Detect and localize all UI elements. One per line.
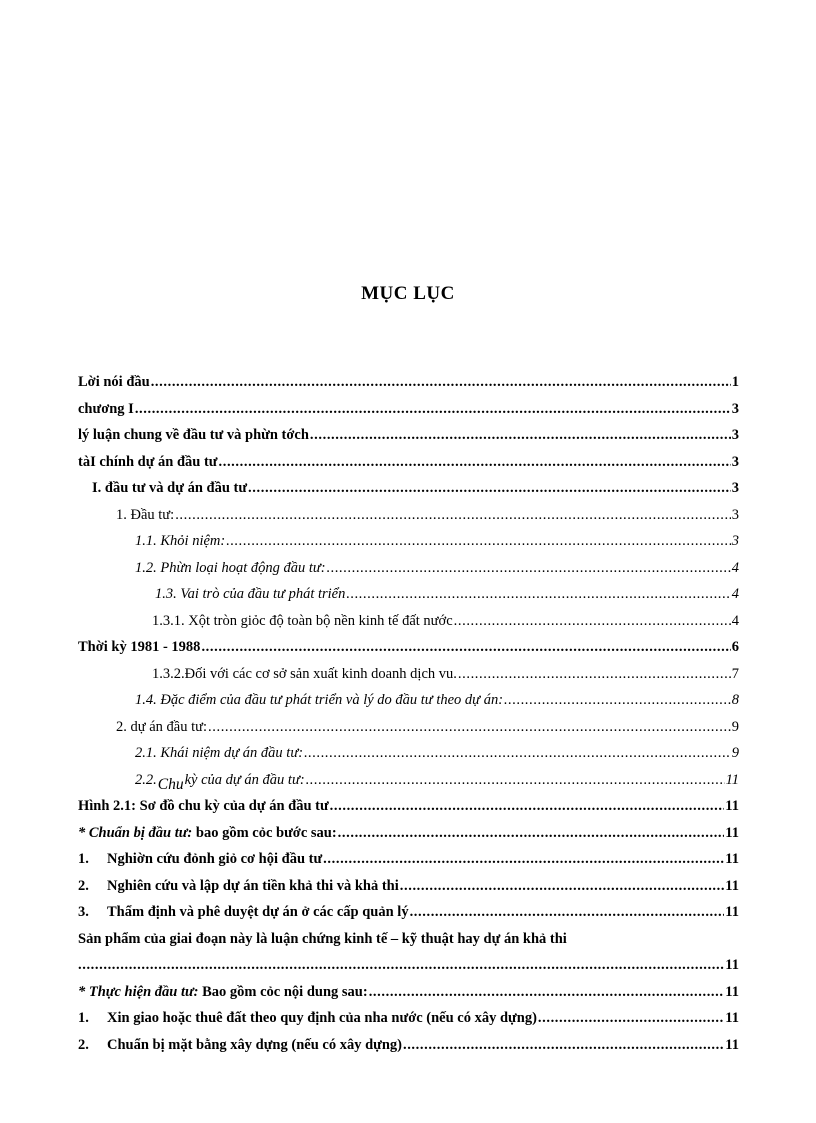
toc-entry-label: Lời nói đầu xyxy=(78,374,150,390)
toc-entry[interactable] xyxy=(78,740,739,767)
table-of-contents xyxy=(78,369,739,1058)
toc-entry-continuation xyxy=(78,952,739,979)
toc-entry-label: 1.2. Phừn loại hoạt động đầu tư: xyxy=(135,559,326,576)
toc-entry[interactable] xyxy=(78,528,739,555)
toc-entry[interactable] xyxy=(78,793,739,820)
toc-leader xyxy=(248,475,731,502)
toc-entry[interactable] xyxy=(78,1032,739,1059)
toc-page-number: 9 xyxy=(731,745,739,761)
toc-leader xyxy=(538,1005,724,1032)
toc-entry-label: 1.3.1. Xột tròn giỏc độ toàn bộ nền kinh tế đất nước xyxy=(152,612,453,629)
toc-leader xyxy=(403,1032,724,1059)
toc-entry[interactable] xyxy=(78,714,739,741)
toc-entry[interactable] xyxy=(78,979,739,1006)
toc-page-number: 7 xyxy=(731,665,739,682)
toc-leader xyxy=(330,793,725,820)
toc-entry[interactable] xyxy=(78,634,739,661)
toc-leader xyxy=(175,502,731,529)
toc-entry[interactable] xyxy=(78,502,739,529)
toc-leader xyxy=(458,661,731,688)
toc-entry[interactable] xyxy=(78,1005,739,1032)
toc-page-number: 11 xyxy=(725,1010,739,1026)
toc-entry-label xyxy=(78,820,337,847)
toc-entry-label: chương I xyxy=(78,400,134,417)
toc-entry-number: 1. xyxy=(78,1010,89,1026)
toc-page-number: 11 xyxy=(725,798,739,814)
toc-leader xyxy=(219,449,731,476)
toc-page-number: 4 xyxy=(731,612,739,629)
toc-entry-label: 1.4. Đặc điểm của đầu tư phát triển và lý do đầu tư theo dự án: xyxy=(135,692,504,708)
toc-entry-label: Thời kỳ 1981 - 1988 xyxy=(78,639,201,655)
toc-page-number: 11 xyxy=(725,877,739,894)
toc-page-number: 11 xyxy=(725,983,739,1000)
toc-page-number: 11 xyxy=(725,957,739,973)
toc-entry-label: 2. dự án đầu tư: xyxy=(116,718,208,735)
toc-entry-label: 2.1. Khái niệm dự án đầu tư: xyxy=(135,745,304,761)
toc-page-number: 3 xyxy=(731,533,739,549)
toc-page-number: 11 xyxy=(725,904,739,920)
toc-entry-label: lý luận chung về đầu tư và phừn tớch xyxy=(78,427,309,443)
toc-leader xyxy=(208,714,731,741)
toc-entry[interactable] xyxy=(78,899,739,926)
toc-entry-label-part: bao gồm cỏc bước sau: xyxy=(192,824,337,841)
toc-page-number: 3 xyxy=(731,400,739,417)
toc-leader xyxy=(327,555,731,582)
toc-entry-label: 1.1. Khỏi niệm: xyxy=(135,533,226,549)
toc-entry-label: Sản phẩm của giai đoạn này là luận chứng kinh tế – kỹ thuật hay dự án khả thi xyxy=(78,930,567,947)
toc-leader xyxy=(135,396,731,423)
toc-leader xyxy=(201,634,730,661)
toc-entry-label-part: Chuẩn bị mặt bằng xây dựng (nếu có xây dựng) xyxy=(107,1036,402,1053)
toc-leader xyxy=(410,899,725,926)
toc-entry-label-part: Bao gồm cỏc nội dung sau: xyxy=(198,983,368,1000)
toc-entry-label-part: Thẩm định và phê duyệt dự án ở các cấp quản lý xyxy=(107,904,409,920)
toc-entry-emphasis: * Thực hiện đầu tư: xyxy=(78,983,199,1000)
toc-entry-label-part: kỳ của dự án đầu tư: xyxy=(184,771,305,788)
toc-page-number: 3 xyxy=(731,480,739,496)
toc-entry-label: I. đầu tư và dự án đầu tư xyxy=(92,480,248,496)
toc-leader xyxy=(151,369,731,396)
toc-entry[interactable] xyxy=(78,661,739,688)
toc-leader xyxy=(310,422,731,449)
toc-page-number: 3 xyxy=(731,453,739,470)
toc-page-number: 11 xyxy=(725,771,739,788)
toc-leader xyxy=(400,873,725,900)
toc-leader xyxy=(78,952,724,979)
toc-entry-number: 3. xyxy=(78,904,89,920)
toc-page-number: 3 xyxy=(731,427,739,443)
toc-leader xyxy=(504,687,731,714)
toc-page-number: 8 xyxy=(731,692,739,708)
page-title: MỤC LỤC xyxy=(361,283,455,304)
toc-entry-emphasis: * Chuẩn bị đầu tư: xyxy=(78,824,193,841)
toc-entry-label: Hình 2.1: Sơ đồ chu kỳ của dự án đầu tư xyxy=(78,798,329,814)
toc-entry-label xyxy=(78,846,322,873)
toc-entry-number: 1. xyxy=(78,851,89,867)
toc-entry[interactable] xyxy=(78,449,739,476)
toc-leader xyxy=(346,581,730,608)
toc-entry-number: 2. xyxy=(78,1036,89,1053)
toc-page-number: 11 xyxy=(725,851,739,867)
toc-entry-label: 1. Đầu tư: xyxy=(116,506,175,523)
toc-leader xyxy=(454,608,731,635)
toc-entry-label xyxy=(78,1005,537,1032)
toc-entry-label-part: 2.2. xyxy=(135,771,157,788)
toc-leader xyxy=(226,528,731,555)
toc-entry[interactable] xyxy=(78,687,739,714)
toc-entry-label: 1.3. Vai trò của đầu tư phát triển xyxy=(155,586,346,602)
toc-page-number: 11 xyxy=(725,1036,739,1053)
toc-leader xyxy=(306,767,725,794)
toc-entry-label xyxy=(78,873,399,900)
toc-entry[interactable] xyxy=(78,555,739,582)
toc-entry[interactable] xyxy=(78,767,739,794)
toc-entry-label-part: Nghiờn cứu đỏnh giỏ cơ hội đầu tư xyxy=(107,851,323,867)
toc-entry[interactable] xyxy=(78,581,739,608)
toc-entry-label xyxy=(78,1032,402,1059)
toc-entry[interactable] xyxy=(78,820,739,847)
toc-entry-label xyxy=(135,767,305,794)
toc-page-number: 11 xyxy=(725,824,739,841)
toc-entry-label-part: Chu xyxy=(157,775,184,793)
toc-entry[interactable] xyxy=(78,396,739,423)
toc-entry-label xyxy=(78,979,368,1006)
toc-entry-label-part: Xin giao hoặc thuê đất theo quy định của nha nước (nếu có xây dựng) xyxy=(107,1010,537,1026)
toc-entry-number: 2. xyxy=(78,877,89,894)
toc-page-number: 4 xyxy=(731,559,739,576)
toc-leader xyxy=(369,979,725,1006)
toc-entry[interactable] xyxy=(78,846,739,873)
toc-entry-label-part: Nghiên cứu và lập dự án tiền khả thi và khả thi xyxy=(107,877,399,894)
toc-entry[interactable] xyxy=(78,475,739,502)
toc-leader xyxy=(323,846,724,873)
toc-entry[interactable] xyxy=(78,422,739,449)
toc-leader xyxy=(338,820,725,847)
toc-page-number: 1 xyxy=(731,374,739,390)
toc-leader xyxy=(304,740,731,767)
toc-entry[interactable] xyxy=(78,369,739,396)
toc-entry-label: 1.3.2.Đối với các cơ sở sản xuất kinh doanh dịch vu. xyxy=(152,665,457,682)
toc-entry[interactable] xyxy=(78,608,739,635)
toc-entry-wrapped[interactable] xyxy=(78,926,739,979)
toc-entry[interactable] xyxy=(78,873,739,900)
toc-page-number: 9 xyxy=(731,718,739,735)
toc-page-number: 4 xyxy=(731,586,739,602)
toc-page-number: 3 xyxy=(731,506,739,523)
toc-entry-label: tàI chính dự án đầu tư xyxy=(78,453,218,470)
toc-entry-label xyxy=(78,899,409,926)
toc-page-number: 6 xyxy=(731,639,739,655)
